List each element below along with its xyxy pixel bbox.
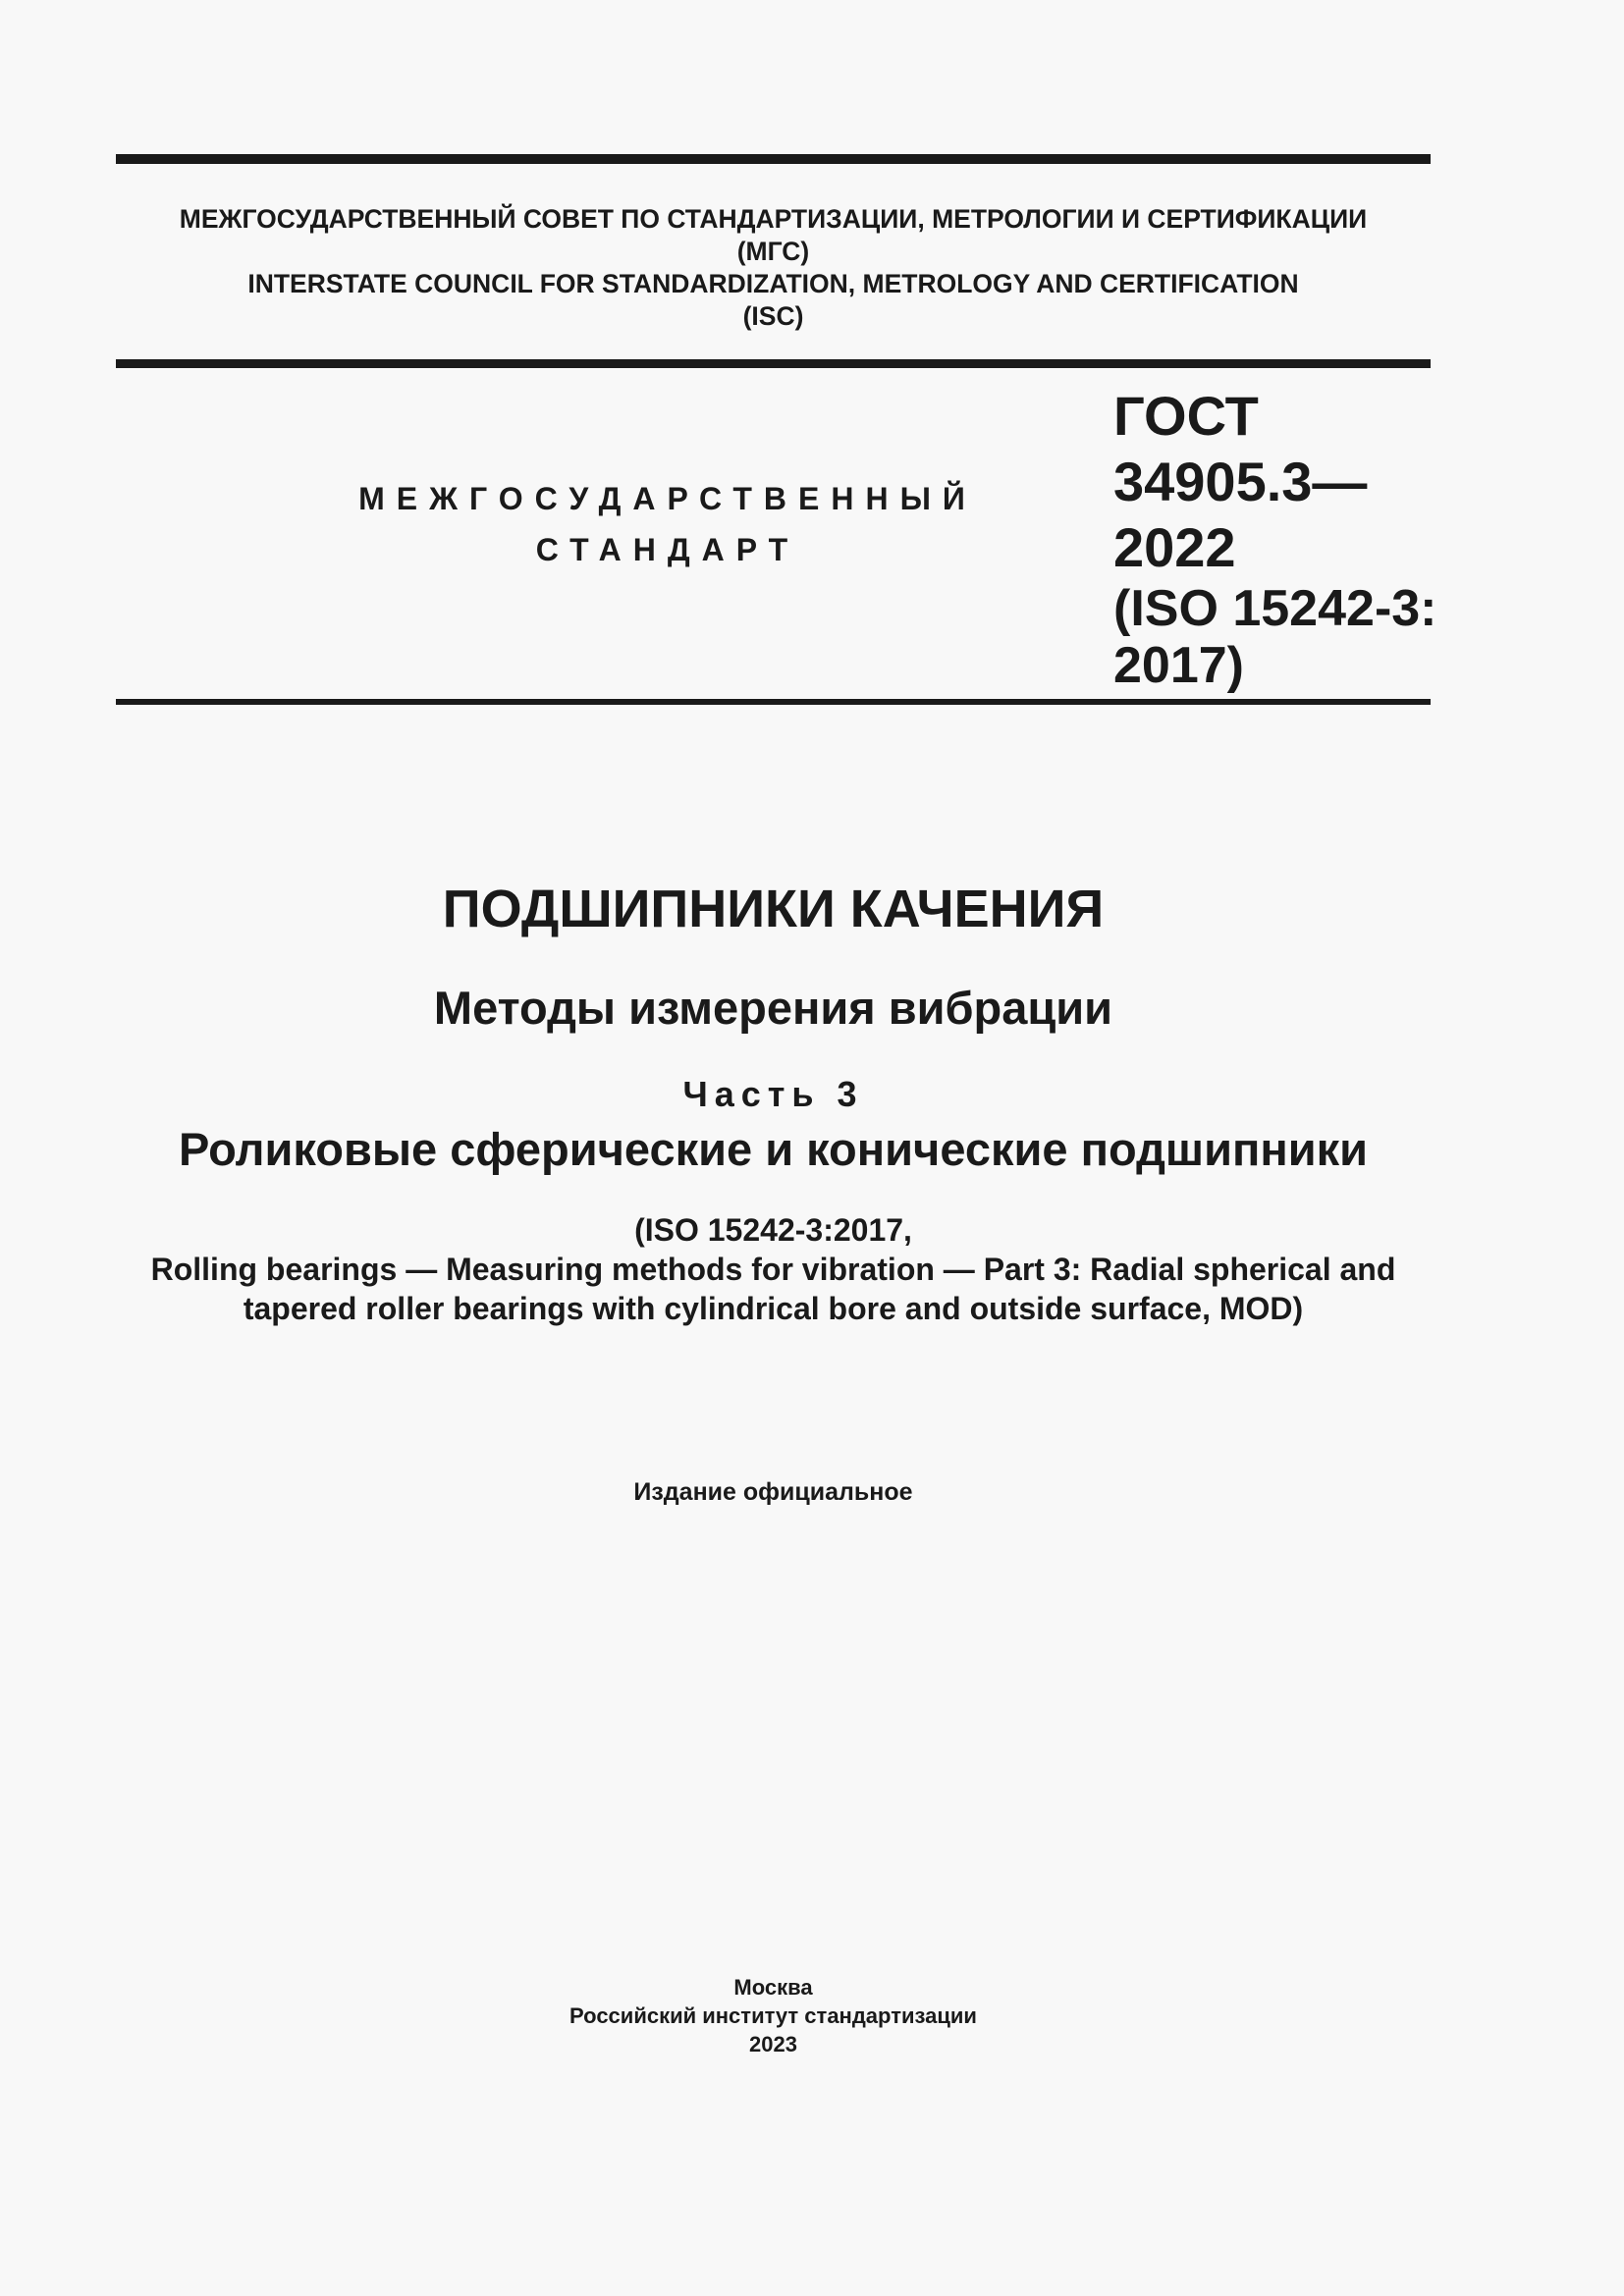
publisher-institute: Российский институт стандартизации bbox=[569, 2003, 977, 2028]
document-title: ПОДШИПНИКИ КАЧЕНИЯ bbox=[442, 880, 1105, 938]
publisher-block bbox=[116, 1973, 1431, 2058]
middle-rule bbox=[116, 359, 1431, 368]
designation-year: 2022 bbox=[1113, 516, 1236, 578]
council-ru-abbr: (МГС) bbox=[736, 237, 810, 266]
standard-designation bbox=[1113, 383, 1437, 694]
designation-iso-line1: (ISO 15242-3: bbox=[1113, 580, 1437, 637]
council-header bbox=[116, 203, 1431, 333]
iso-reference bbox=[116, 1210, 1431, 1328]
standard-label bbox=[324, 473, 1011, 575]
designation-number: 34905.3— bbox=[1113, 451, 1368, 512]
standard-label-line1: МЕЖГОСУДАРСТВЕННЫЙ bbox=[358, 481, 977, 516]
designation-gost: ГОСТ bbox=[1113, 385, 1259, 447]
part-title: Роликовые сферические и конические подшипники bbox=[178, 1123, 1369, 1175]
designation-iso-line2: 2017) bbox=[1113, 637, 1244, 694]
iso-reference-line2: Rolling bearings — Measuring methods for vibration — Part 3: Radial spherical and bbox=[150, 1252, 1396, 1287]
council-ru-name: МЕЖГОСУДАРСТВЕННЫЙ СОВЕТ ПО СТАНДАРТИЗАЦИИ, МЕТРОЛОГИИ И СЕРТИФИКАЦИИ bbox=[179, 204, 1368, 234]
council-en-name: INTERSTATE COUNCIL FOR STANDARDIZATION, METROLOGY AND CERTIFICATION bbox=[247, 269, 1299, 298]
publisher-city: Москва bbox=[733, 1975, 813, 2000]
part-number: Часть 3 bbox=[682, 1074, 864, 1114]
iso-reference-line1: (ISO 15242-3:2017, bbox=[634, 1212, 912, 1248]
council-en-abbr: (ISC) bbox=[742, 301, 804, 331]
document-subtitle: Методы измерения вибрации bbox=[433, 982, 1113, 1034]
standard-label-line2: СТАНДАРТ bbox=[535, 532, 800, 567]
publisher-year: 2023 bbox=[749, 2032, 797, 2056]
edition-note: Издание официальное bbox=[633, 1478, 913, 1506]
top-rule bbox=[116, 154, 1431, 164]
iso-reference-line3: tapered roller bearings with cylindrical bore and outside surface, MOD) bbox=[243, 1291, 1304, 1326]
bottom-rule bbox=[116, 699, 1431, 705]
